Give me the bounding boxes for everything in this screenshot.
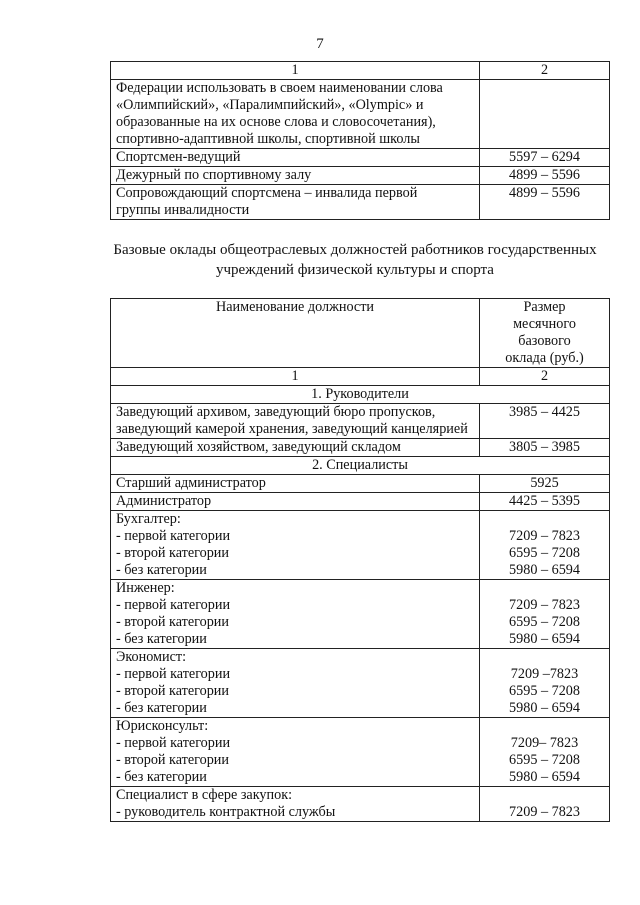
position-name-line: Бухгалтер:: [116, 511, 181, 527]
table-row: [111, 80, 610, 149]
salary-value: [485, 787, 604, 804]
heading-line: учреждений физической культуры и спорта: [216, 262, 494, 278]
column-number-2: 2: [480, 368, 610, 386]
table-row: [111, 149, 610, 167]
position-name-line: спортивно-адаптивной школы, спортивной школы: [116, 131, 420, 147]
position-name-line: заведующий камерой хранения, заведующий канцелярией: [116, 421, 468, 437]
position-name-cell: [111, 149, 480, 167]
position-name-cell: [111, 80, 480, 149]
position-name-cell: [111, 580, 480, 649]
table-row: [111, 167, 610, 185]
salary-size-header: [480, 299, 610, 368]
salary-value: 6595 – 7208: [509, 614, 580, 630]
position-name-line: Дежурный по спортивному залу: [116, 167, 312, 183]
salary-value-cell: [480, 167, 610, 185]
position-name-line: Специалист в сфере закупок:: [116, 787, 293, 803]
base-salary-table: [110, 298, 610, 822]
column-number-1: 1: [111, 62, 480, 80]
table-header-row: [111, 299, 610, 368]
position-name-line: Экономист:: [116, 649, 187, 665]
position-name-line: «Олимпийский», «Паралимпийский», «Olympic» и: [116, 97, 424, 113]
salary-value: [485, 511, 604, 528]
salary-value-cell: [480, 80, 610, 149]
salary-value-cell: [480, 475, 610, 493]
position-name-line: - первой категории: [116, 597, 231, 613]
position-name-line: Заведующий хозяйством, заведующий складом: [116, 439, 401, 455]
salary-value: 7209– 7823: [510, 735, 579, 751]
salary-value: 5597 – 6294: [509, 149, 580, 165]
salary-value-cell: [480, 649, 610, 718]
table-row: [111, 787, 610, 822]
salary-value-cell: [480, 404, 610, 439]
salary-value-cell: [480, 718, 610, 787]
position-name-line: Старший администратор: [116, 475, 266, 491]
position-name-cell: [111, 475, 480, 493]
position-name-line: - второй категории: [116, 545, 229, 561]
salary-value: 5925: [530, 475, 559, 491]
table-row: [111, 649, 610, 718]
salary-value: 4425 – 5395: [509, 493, 580, 509]
salary-value: [485, 580, 604, 597]
position-name-line: - второй категории: [116, 683, 229, 699]
position-name-cell: [111, 439, 480, 457]
header-line: базового: [518, 333, 571, 349]
position-name-line: - без категории: [116, 769, 207, 785]
position-name-header: Наименование должности: [111, 299, 480, 368]
position-name-line: Сопровождающий спортсмена – инвалида первой: [116, 185, 418, 201]
salary-value: 4899 – 5596: [509, 185, 580, 201]
section-heading: [95, 240, 615, 280]
salary-value: 6595 – 7208: [509, 683, 580, 699]
position-name-cell: [111, 404, 480, 439]
salary-value: 3985 – 4425: [509, 404, 580, 420]
salary-value: 7209 –7823: [510, 666, 579, 682]
salary-value: 5980 – 6594: [509, 562, 580, 578]
table-row: [111, 404, 610, 439]
salary-value: 5980 – 6594: [509, 700, 580, 716]
position-name-line: - руководитель контрактной службы: [116, 804, 336, 820]
position-name-cell: [111, 649, 480, 718]
position-name-cell: [111, 167, 480, 185]
position-name-line: - первой категории: [116, 666, 231, 682]
position-name-line: - второй категории: [116, 752, 229, 768]
page-number: 7: [316, 36, 324, 52]
salary-value: 7209 – 7823: [509, 804, 580, 820]
position-name-line: - первой категории: [116, 528, 231, 544]
salary-value-cell: [480, 185, 610, 220]
position-name-line: - без категории: [116, 700, 207, 716]
position-name-line: Спортсмен-ведущий: [116, 149, 241, 165]
heading-line: Базовые оклады общеотраслевых должностей работников государственных: [113, 242, 597, 258]
column-numbers-row: [111, 368, 610, 386]
salary-value: 4899 – 5596: [509, 167, 580, 183]
section-title: 2. Специалисты: [111, 457, 610, 475]
column-number-2: 2: [480, 62, 610, 80]
section-title: 1. Руководители: [111, 386, 610, 404]
position-name-cell: [111, 511, 480, 580]
header-line: Размер: [523, 299, 566, 315]
position-name-line: - без категории: [116, 562, 207, 578]
position-name-line: Юрисконсульт:: [116, 718, 209, 734]
table-row: [111, 439, 610, 457]
position-name-cell: [111, 718, 480, 787]
salary-value-cell: [480, 511, 610, 580]
salary-value: [485, 649, 604, 666]
salary-value: 3805 – 3985: [509, 439, 580, 455]
position-name-line: - второй категории: [116, 614, 229, 630]
position-name-line: - без категории: [116, 631, 207, 647]
salary-value: 6595 – 7208: [509, 545, 580, 561]
position-name-cell: [111, 787, 480, 822]
salary-value-cell: [480, 787, 610, 822]
header-line: месячного: [513, 316, 576, 332]
salary-table-continued: [110, 61, 610, 220]
section-row: [111, 457, 610, 475]
table-row: [111, 718, 610, 787]
position-name-line: - первой категории: [116, 735, 231, 751]
salary-value-cell: [480, 580, 610, 649]
table-row: [111, 475, 610, 493]
position-name-line: Федерации использовать в своем наименовании слова: [116, 80, 443, 96]
salary-value: 5980 – 6594: [509, 631, 580, 647]
table-row: [111, 493, 610, 511]
position-name-line: Администратор: [116, 493, 212, 509]
table-row: [111, 511, 610, 580]
position-name-line: Инженер:: [116, 580, 175, 596]
salary-value: 7209 – 7823: [509, 597, 580, 613]
position-name-cell: [111, 185, 480, 220]
position-name-cell: [111, 493, 480, 511]
position-name-line: группы инвалидности: [116, 202, 250, 218]
salary-value: 5980 – 6594: [509, 769, 580, 785]
position-name-line: образованные на их основе слова и словосочетания),: [116, 114, 436, 130]
salary-value-cell: [480, 149, 610, 167]
section-row: [111, 386, 610, 404]
table-row: [111, 185, 610, 220]
table-row: [111, 580, 610, 649]
salary-value: 7209 – 7823: [509, 528, 580, 544]
salary-value: 6595 – 7208: [509, 752, 580, 768]
salary-value-cell: [480, 439, 610, 457]
salary-value-cell: [480, 493, 610, 511]
salary-value: [485, 718, 604, 735]
header-line: оклада (руб.): [505, 350, 584, 366]
column-number-1: 1: [111, 368, 480, 386]
table-header-row: [111, 62, 610, 80]
position-name-line: Заведующий архивом, заведующий бюро пропусков,: [116, 404, 436, 420]
